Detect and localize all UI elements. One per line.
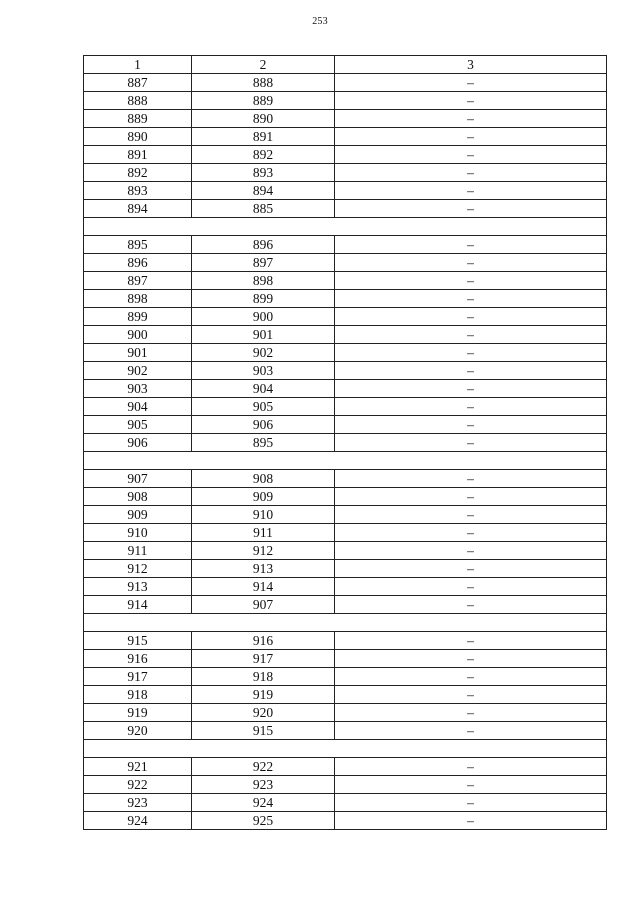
table-row (84, 398, 607, 416)
table-cell-col-2: 924 (192, 794, 335, 812)
table-cell-col-3: – (335, 668, 607, 686)
table-cell-col-2: 885 (192, 200, 335, 218)
table-cell-col-1: 903 (84, 380, 192, 398)
table-row (84, 92, 607, 110)
table-cell-col-2: 893 (192, 164, 335, 182)
table-row (84, 128, 607, 146)
table-cell-col-3: – (335, 578, 607, 596)
table-cell-col-1: 919 (84, 704, 192, 722)
table-cell-col-3: – (335, 686, 607, 704)
table-cell-col-1: 895 (84, 236, 192, 254)
table-cell-col-2: 910 (192, 506, 335, 524)
table-row (84, 254, 607, 272)
table-cell-col-1: 888 (84, 92, 192, 110)
table-cell-col-3: – (335, 272, 607, 290)
table-cell-col-3: – (335, 722, 607, 740)
table-cell-col-2: 908 (192, 470, 335, 488)
table-cell-col-2: 903 (192, 362, 335, 380)
table-cell-col-3: – (335, 146, 607, 164)
table-cell-col-3: – (335, 128, 607, 146)
table-cell-col-1: 887 (84, 74, 192, 92)
table-cell-col-2: 912 (192, 542, 335, 560)
table-row (84, 434, 607, 452)
table-row (84, 470, 607, 488)
table-cell-col-3: – (335, 632, 607, 650)
table-cell-col-1: 918 (84, 686, 192, 704)
table-row (84, 416, 607, 434)
table-row (84, 164, 607, 182)
table-cell-col-2: 900 (192, 308, 335, 326)
table-row (84, 110, 607, 128)
table-row (84, 362, 607, 380)
table-row (84, 596, 607, 614)
table-row (84, 488, 607, 506)
table-cell-col-1: 907 (84, 470, 192, 488)
table-cell-col-3: – (335, 470, 607, 488)
table-row (84, 668, 607, 686)
table-cell-col-1: 913 (84, 578, 192, 596)
table-cell-col-2: 923 (192, 776, 335, 794)
table-cell-col-2: 917 (192, 650, 335, 668)
table-cell-col-1: 912 (84, 560, 192, 578)
table-cell-col-3: – (335, 812, 607, 830)
table-cell-col-3: – (335, 488, 607, 506)
column-header: 2 (192, 56, 335, 74)
table-row (84, 74, 607, 92)
table-cell-col-2: 920 (192, 704, 335, 722)
table-cell-col-3: – (335, 704, 607, 722)
table-cell-col-1: 917 (84, 668, 192, 686)
table-cell-col-2: 909 (192, 488, 335, 506)
group-separator-row (84, 218, 607, 236)
table-cell-col-1: 923 (84, 794, 192, 812)
table-row (84, 686, 607, 704)
table-row (84, 794, 607, 812)
table-cell-col-2: 911 (192, 524, 335, 542)
table-row (84, 758, 607, 776)
header-row (84, 56, 607, 74)
table-row (84, 272, 607, 290)
table-cell-col-1: 921 (84, 758, 192, 776)
table-cell-col-3: – (335, 776, 607, 794)
table-row (84, 542, 607, 560)
table-cell-col-2: 915 (192, 722, 335, 740)
table-cell-col-1: 924 (84, 812, 192, 830)
table-cell-col-2: 901 (192, 326, 335, 344)
table-cell-col-1: 915 (84, 632, 192, 650)
table-cell-col-2: 913 (192, 560, 335, 578)
group-separator-cell (84, 614, 607, 632)
table-cell-col-2: 922 (192, 758, 335, 776)
group-separator-cell (84, 218, 607, 236)
table-cell-col-1: 898 (84, 290, 192, 308)
data-table (83, 55, 607, 830)
table-row (84, 812, 607, 830)
table-cell-col-3: – (335, 344, 607, 362)
table-cell-col-2: 916 (192, 632, 335, 650)
group-separator-row (84, 614, 607, 632)
table-row (84, 182, 607, 200)
table-row (84, 722, 607, 740)
table-cell-col-2: 906 (192, 416, 335, 434)
table-cell-col-1: 914 (84, 596, 192, 614)
table-cell-col-1: 909 (84, 506, 192, 524)
table-cell-col-1: 916 (84, 650, 192, 668)
table-cell-col-3: – (335, 542, 607, 560)
group-separator-row (84, 740, 607, 758)
table-cell-col-1: 889 (84, 110, 192, 128)
table-cell-col-2: 891 (192, 128, 335, 146)
group-separator-cell (84, 740, 607, 758)
table-row (84, 326, 607, 344)
table-cell-col-2: 896 (192, 236, 335, 254)
table-cell-col-3: – (335, 794, 607, 812)
table-cell-col-3: – (335, 110, 607, 128)
table-row (84, 308, 607, 326)
table-row (84, 578, 607, 596)
table-cell-col-1: 910 (84, 524, 192, 542)
table-cell-col-3: – (335, 254, 607, 272)
table-cell-col-3: – (335, 362, 607, 380)
table-cell-col-3: – (335, 560, 607, 578)
table-row (84, 344, 607, 362)
table-cell-col-3: – (335, 434, 607, 452)
table-cell-col-2: 919 (192, 686, 335, 704)
table-cell-col-1: 894 (84, 200, 192, 218)
page-number: 253 (312, 16, 328, 27)
table-cell-col-3: – (335, 650, 607, 668)
group-separator-row (84, 452, 607, 470)
table-cell-col-3: – (335, 290, 607, 308)
table-row (84, 560, 607, 578)
table-cell-col-2: 914 (192, 578, 335, 596)
table-cell-col-1: 890 (84, 128, 192, 146)
table-cell-col-2: 892 (192, 146, 335, 164)
table-cell-col-2: 899 (192, 290, 335, 308)
table-row (84, 380, 607, 398)
table-row (84, 290, 607, 308)
table-cell-col-2: 918 (192, 668, 335, 686)
table-cell-col-1: 911 (84, 542, 192, 560)
table-row (84, 650, 607, 668)
table-cell-col-1: 893 (84, 182, 192, 200)
table-cell-col-2: 888 (192, 74, 335, 92)
table-cell-col-1: 922 (84, 776, 192, 794)
table-cell-col-3: – (335, 236, 607, 254)
table-cell-col-2: 889 (192, 92, 335, 110)
table-cell-col-1: 892 (84, 164, 192, 182)
table-cell-col-2: 904 (192, 380, 335, 398)
table-row (84, 632, 607, 650)
table-row (84, 236, 607, 254)
table-cell-col-3: – (335, 326, 607, 344)
table-cell-col-2: 895 (192, 434, 335, 452)
table-cell-col-1: 901 (84, 344, 192, 362)
table-cell-col-1: 891 (84, 146, 192, 164)
table-cell-col-2: 890 (192, 110, 335, 128)
table-cell-col-3: – (335, 164, 607, 182)
table-cell-col-3: – (335, 398, 607, 416)
table-row (84, 146, 607, 164)
table-cell-col-1: 904 (84, 398, 192, 416)
table-cell-col-2: 925 (192, 812, 335, 830)
table-cell-col-2: 898 (192, 272, 335, 290)
table-cell-col-2: 907 (192, 596, 335, 614)
table-cell-col-1: 908 (84, 488, 192, 506)
table-row (84, 506, 607, 524)
table-cell-col-3: – (335, 200, 607, 218)
table-cell-col-3: – (335, 308, 607, 326)
table-cell-col-3: – (335, 596, 607, 614)
table-cell-col-3: – (335, 758, 607, 776)
column-header: 3 (335, 56, 607, 74)
table-cell-col-3: – (335, 74, 607, 92)
table-row (84, 200, 607, 218)
table-cell-col-1: 897 (84, 272, 192, 290)
table-row (84, 524, 607, 542)
table-cell-col-1: 902 (84, 362, 192, 380)
table-cell-col-3: – (335, 524, 607, 542)
table-cell-col-3: – (335, 506, 607, 524)
column-header: 1 (84, 56, 192, 74)
table-cell-col-1: 900 (84, 326, 192, 344)
table-cell-col-2: 894 (192, 182, 335, 200)
table-cell-col-2: 905 (192, 398, 335, 416)
table-cell-col-1: 899 (84, 308, 192, 326)
table-cell-col-1: 905 (84, 416, 192, 434)
table-row (84, 776, 607, 794)
table-cell-col-1: 896 (84, 254, 192, 272)
table-row (84, 704, 607, 722)
table-body (84, 74, 607, 830)
table-cell-col-2: 897 (192, 254, 335, 272)
table-cell-col-1: 906 (84, 434, 192, 452)
table-header (84, 56, 607, 74)
table-cell-col-3: – (335, 92, 607, 110)
table-cell-col-2: 902 (192, 344, 335, 362)
table-cell-col-1: 920 (84, 722, 192, 740)
table-cell-col-3: – (335, 182, 607, 200)
table-cell-col-3: – (335, 380, 607, 398)
group-separator-cell (84, 452, 607, 470)
table-cell-col-3: – (335, 416, 607, 434)
